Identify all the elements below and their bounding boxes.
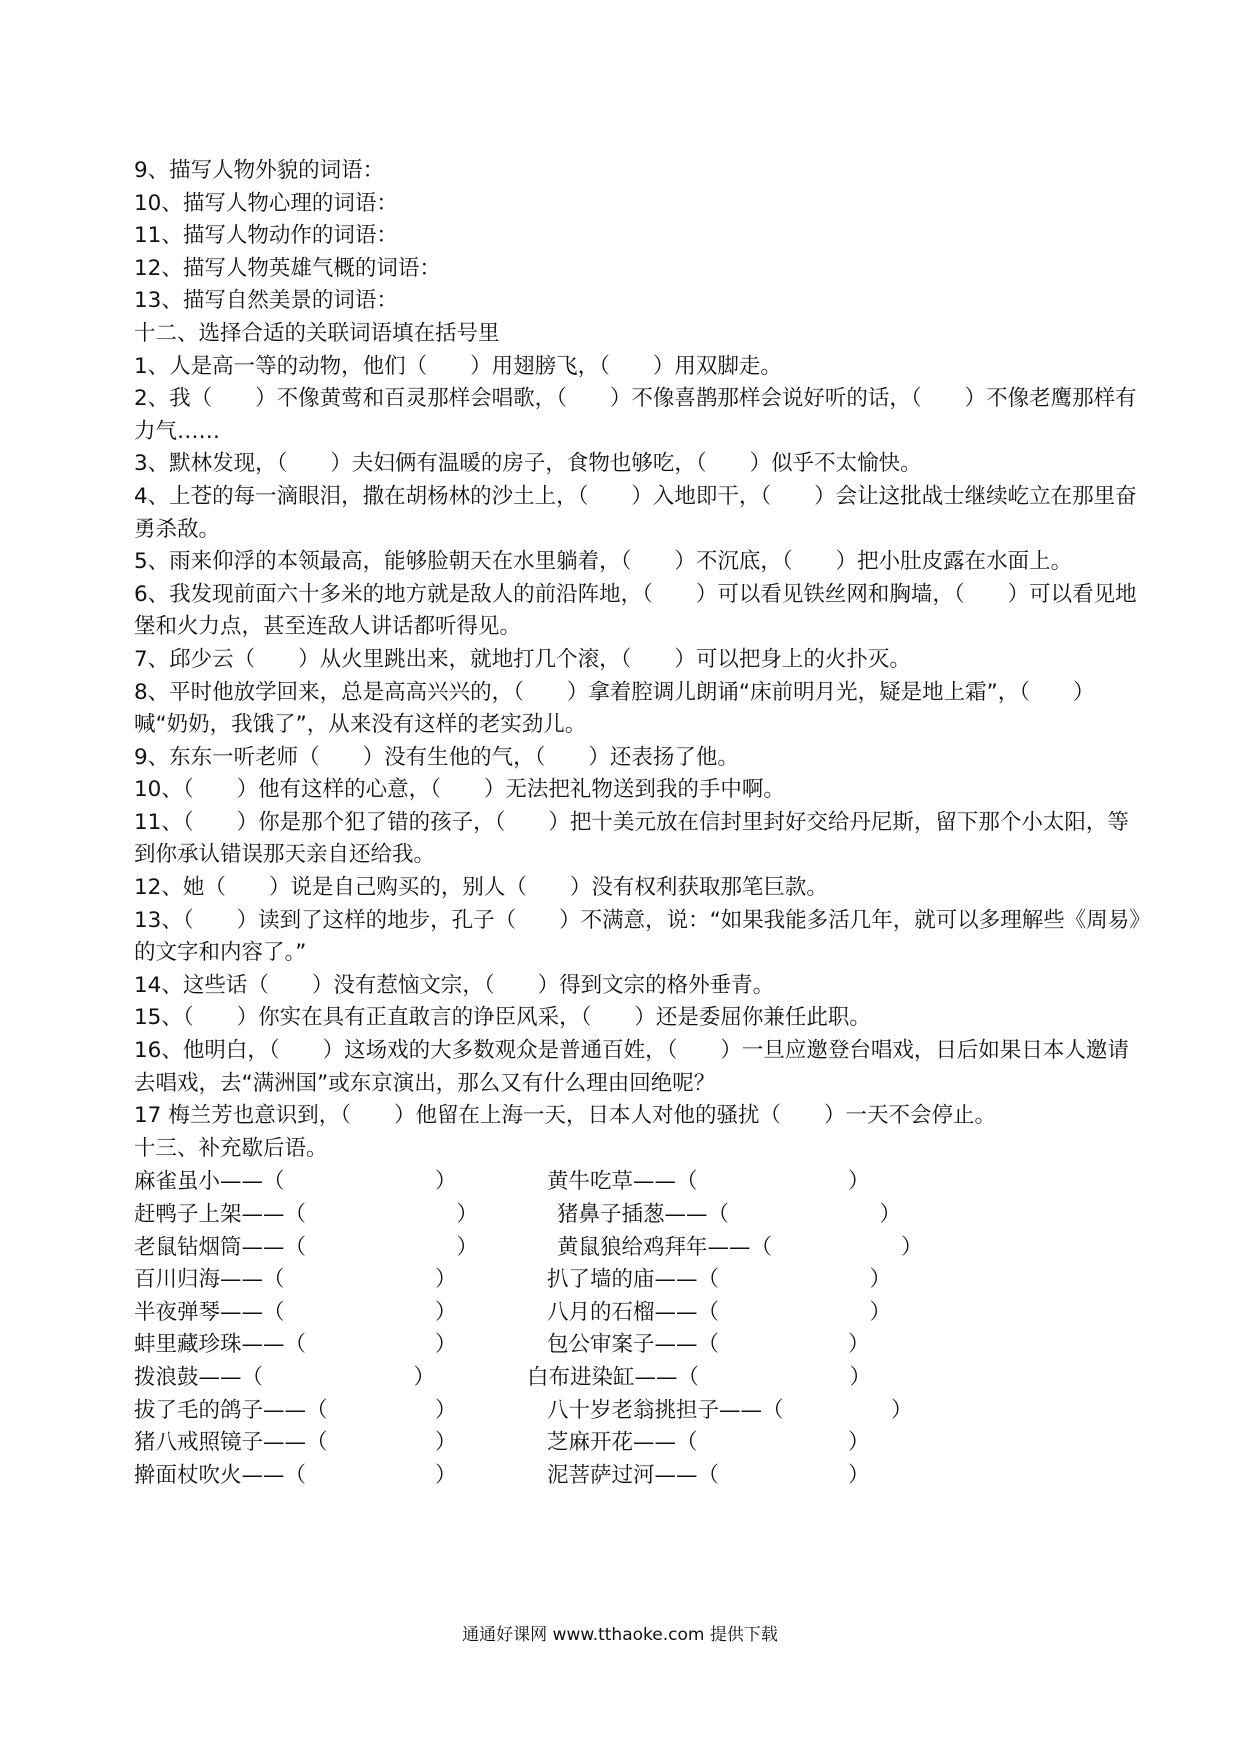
idiom-grid xyxy=(134,1166,1144,1492)
section-13-title: 十三、补充歇后语。 xyxy=(134,1135,328,1161)
idiom-left: 半夜弹琴——（ ） xyxy=(134,1299,457,1325)
idiom-row xyxy=(134,1460,1144,1493)
exercise-item: 11、（ ）你是那个犯了错的孩子，（ ）把十美元放在信封里封好交给丹尼斯，留下那个小太阳，等到你承认错误那天亲自还给我。 xyxy=(134,809,1129,868)
section-12-list xyxy=(134,351,1144,1133)
idiom-left: 蚌里藏珍珠——（ ） xyxy=(134,1332,457,1358)
idiom-left: 百川归海——（ ） xyxy=(134,1267,457,1293)
idiom-right: 白布进染缸——（ ） xyxy=(527,1364,872,1390)
word-item: 11、描写人物动作的词语： xyxy=(134,223,398,249)
idiom-right: 八十岁老翁挑担子——（ ） xyxy=(547,1397,913,1423)
idiom-right: 芝麻开花——（ ） xyxy=(547,1430,870,1456)
exercise-item: 2、我（ ）不像黄莺和百灵那样会唱歌，（ ）不像喜鹊那样会说好听的话，（ ）不像老鹰那样有力气…… xyxy=(134,386,1137,444)
idiom-left: 猪八戒照镜子——（ ） xyxy=(134,1430,457,1456)
idiom-row xyxy=(134,1166,1144,1199)
exercise-item: 15、（ ）你实在具有正直敢言的诤臣风采，（ ）还是委屈你兼任此职。 xyxy=(134,1005,871,1031)
worksheet-content xyxy=(134,155,1144,1492)
footer-credit: 通通好课网 www.tthaoke.com 提供下载 xyxy=(462,1625,778,1645)
exercise-item: 17 梅兰芳也意识到，（ ）他留在上海一天，日本人对他的骚扰（ ）一天不会停止。 xyxy=(134,1103,996,1129)
idiom-row xyxy=(134,1297,1144,1330)
exercise-item: 9、东东一听老师（ ）没有生他的气，（ ）还表扬了他。 xyxy=(134,744,739,770)
exercise-item: 3、默林发现，（ ）夫妇俩有温暖的房子，食物也够吃，（ ）似乎不太愉快。 xyxy=(134,451,922,477)
exercise-item: 12、她（ ）说是自己购买的，别人（ ）没有权利获取那笔巨款。 xyxy=(134,875,828,901)
idiom-row xyxy=(134,1395,1144,1428)
exercise-item: 16、他明白，（ ）这场戏的大多数观众是普通百姓，（ ）一旦应邀登台唱戏，日后如果日本人邀请去唱戏，去“满洲国”或东京演出，那么又有什么理由回绝呢？ xyxy=(134,1038,1129,1096)
exercise-item: 8、平时他放学回来，总是高高兴兴的，（ ）拿着腔调儿朗诵“床前明月光，疑是地上霜”，（ ）喊“奶奶，我饿了”，从来没有这样的老实劲儿。 xyxy=(134,679,1095,738)
idiom-row xyxy=(134,1264,1144,1297)
exercise-item: 10、（ ）他有这样的心意，（ ）无法把礼物送到我的手中啊。 xyxy=(134,777,785,803)
exercise-item: 5、雨来仰浮的本领最高，能够脸朝天在水里躺着，（ ）不沉底，（ ）把小肚皮露在水面上。 xyxy=(134,549,1073,575)
idiom-right: 扒了墙的庙——（ ） xyxy=(547,1267,892,1293)
idiom-right: 黄鼠狼给鸡拜年——（ ） xyxy=(557,1234,923,1260)
exercise-item: 6、我发现前面六十多米的地方就是敌人的前沿阵地，（ ）可以看见铁丝网和胸墙，（ ）可以看见地堡和火力点，甚至连敌人讲话都听得见。 xyxy=(134,581,1137,640)
idiom-row xyxy=(134,1329,1144,1362)
word-item: 9、描写人物外貌的词语： xyxy=(134,158,385,183)
exercise-item: 4、上苍的每一滴眼泪，撒在胡杨林的沙土上，（ ）入地即干，（ ）会让这批战士继续屹立在那里奋勇杀敌。 xyxy=(134,483,1137,542)
word-item: 10、描写人物心理的词语： xyxy=(134,190,398,216)
word-category-list xyxy=(134,155,1144,318)
word-item: 13、描写自然美景的词语： xyxy=(134,288,398,314)
idiom-row xyxy=(134,1199,1144,1232)
idiom-left: 麻雀虽小——（ ） xyxy=(134,1169,457,1195)
exercise-item: 1、人是高一等的动物，他们（ ）用翅膀飞，（ ）用双脚走。 xyxy=(134,353,782,379)
idiom-right: 八月的石榴——（ ） xyxy=(547,1299,892,1325)
exercise-item: 13、（ ）读到了这样的地步，孔子（ ）不满意，说：“如果我能多活几年，就可以多理解些《周易》的文字和内容了。” xyxy=(134,907,1141,966)
idiom-row xyxy=(134,1362,1144,1395)
idiom-left: 拨浪鼓——（ ） xyxy=(134,1364,436,1390)
idiom-row xyxy=(134,1232,1144,1265)
exercise-item: 7、邱少云（ ）从火里跳出来，就地打几个滚，（ ）可以把身上的火扑灭。 xyxy=(134,646,911,672)
idiom-right: 包公审案子——（ ） xyxy=(547,1332,870,1358)
idiom-left: 擀面杖吹火——（ ） xyxy=(134,1462,457,1488)
idiom-left: 赶鸭子上架——（ ） xyxy=(134,1202,479,1227)
idiom-left: 拔了毛的鸽子——（ ） xyxy=(134,1397,457,1423)
idiom-row xyxy=(134,1427,1144,1460)
idiom-right: 猪鼻子插葱——（ ） xyxy=(557,1202,902,1227)
idiom-right: 泥菩萨过河——（ ） xyxy=(547,1462,870,1488)
word-item: 12、描写人物英雄气概的词语： xyxy=(134,255,441,281)
idiom-left: 老鼠钻烟筒——（ ） xyxy=(134,1234,479,1260)
exercise-item: 14、这些话（ ）没有惹恼文宗，（ ）得到文宗的格外垂青。 xyxy=(134,972,775,998)
section-12-title: 十二、选择合适的关联词语填在括号里 xyxy=(134,320,500,346)
idiom-right: 黄牛吃草——（ ） xyxy=(547,1169,870,1195)
